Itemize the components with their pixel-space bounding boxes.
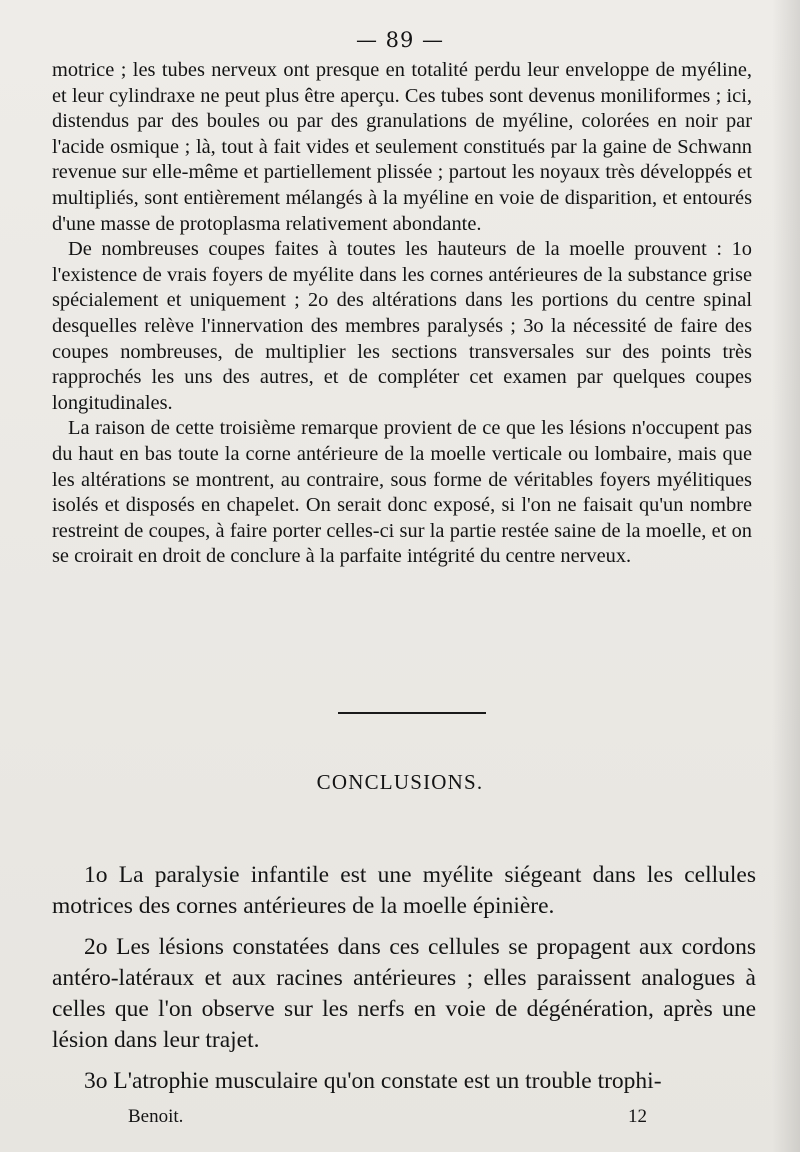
section-divider bbox=[338, 712, 486, 714]
conclusions-list bbox=[52, 860, 756, 1107]
conclusion-item: 1o La paralysie infantile est une myélite siégeant dans les cellules motrices des cornes antérieures de la moelle épinière. bbox=[52, 862, 756, 919]
page-edge-shadow bbox=[772, 0, 800, 1152]
conclusion-item: 2o Les lésions constatées dans ces cellules se propagent aux cordons antéro-latéraux et aux racines antérieures ; elles paraissent analogues à celles que l'on observe sur les nerfs en voie de dégénération, après une lésion dans leur trajet. bbox=[52, 934, 756, 1053]
signature-mark: Benoit. bbox=[128, 1106, 184, 1127]
page-footer bbox=[0, 1106, 800, 1136]
paragraph: La raison de cette troisième remarque provient de ce que les lésions n'occupent pas du haut en bas toute la corne antérieure de la moelle verticale ou lombaire, mais que les altérations se montrent, au contraire, sous forme de véritables foyers myélitiques isolés et disposés en chapelet. On serait donc exposé, si l'on ne faisait qu'un nombre restreint de coupes, à faire porter celles-ci sur la partie restée saine de la moelle, et on se croirait en droit de conclure à la parfaite intégrité du centre nerveux. bbox=[52, 417, 752, 568]
paragraph: motrice ; les tubes nerveux ont presque en totalité perdu leur enveloppe de myéline, et leur cylindraxe ne peut plus être aperçu. Ces tubes sont devenus moniliformes ; ici, distendus par des boules ou par des granulations de myéline, colorées en noir par l'acide osmique ; là, tout à fait vides et seulement constitués par la gaine de Schwann revenue sur elle-même et partiellement plissée ; partout les noyaux très développés et multipliés, sont entièrement mélangés à la myéline en voie de disparition, et entourés d'une masse de protoplasma relativement abondante. bbox=[52, 59, 752, 235]
conclusions-heading: CONCLUSIONS. bbox=[316, 770, 484, 794]
body-text bbox=[52, 58, 752, 570]
page-number: — 89 — bbox=[355, 28, 445, 52]
signature-number: 12 bbox=[628, 1106, 647, 1127]
paragraph: De nombreuses coupes faites à toutes les hauteurs de la moelle prouvent : 1o l'existence de vrais foyers de myélite dans les cornes antérieures de la substance grise spécialement et uniquement ; 2o des altérations dans les portions du centre spinal desquelles relève l'innervation des membres paralysés ; 3o la nécessité de faire des coupes nombreuses, de multiplier les sections transversales sur des points très rapprochés les uns des autres, et de compléter cet examen par quelques coupes longitudinales. bbox=[52, 238, 752, 414]
conclusion-item: 3o L'atrophie musculaire qu'on constate est un trouble trophi- bbox=[84, 1068, 662, 1094]
